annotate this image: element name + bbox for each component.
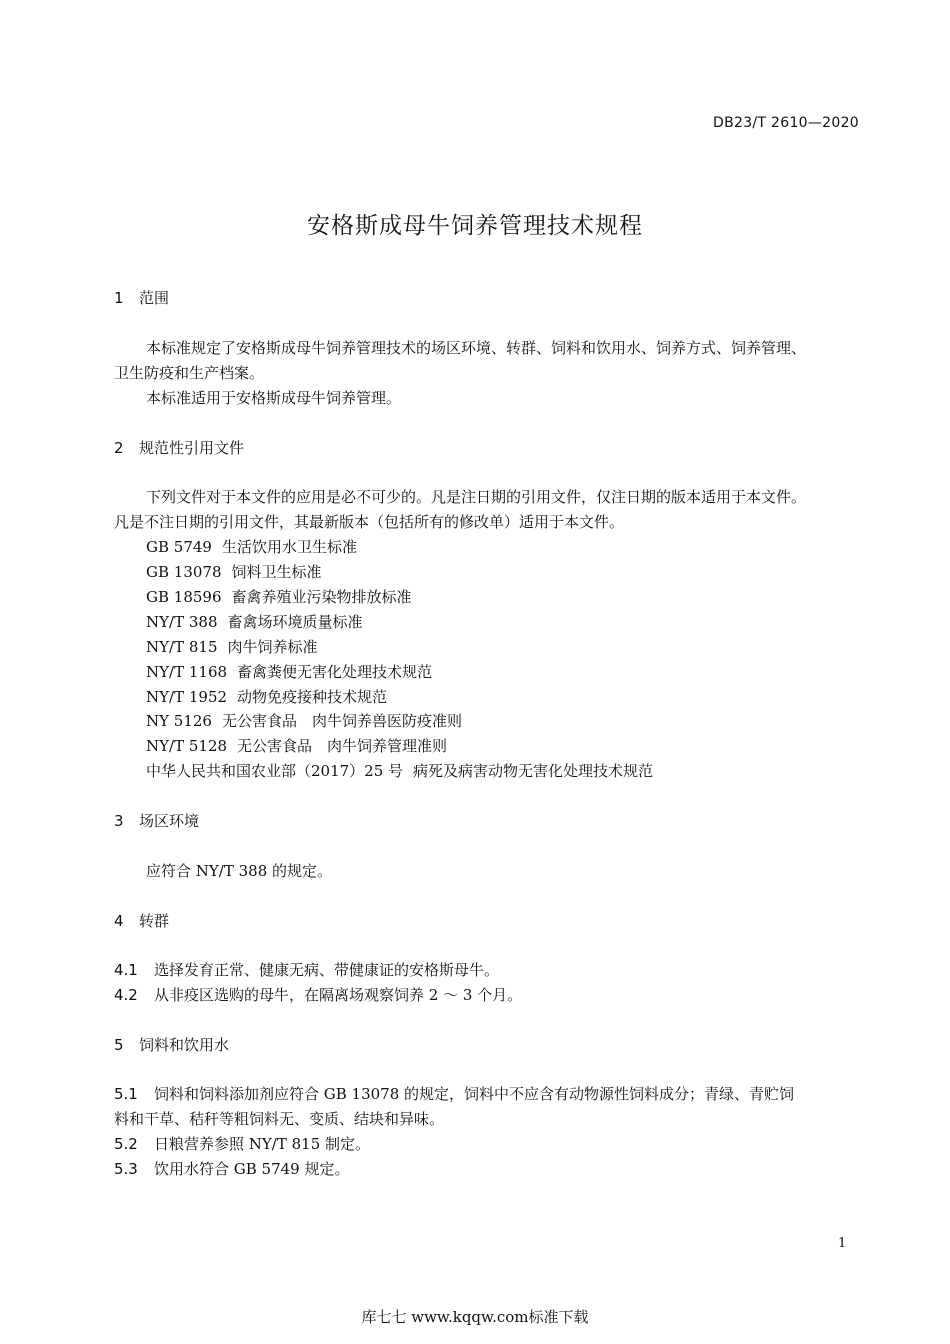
reference-code: NY 5126 bbox=[146, 712, 212, 730]
clause-text: 饮用水符合 GB 5749 规定。 bbox=[154, 1160, 350, 1178]
reference-item bbox=[146, 637, 318, 657]
reference-item bbox=[146, 687, 387, 707]
reference-code: NY/T 5128 bbox=[146, 737, 228, 755]
reference-title: 畜禽养殖业污染物排放标准 bbox=[231, 588, 412, 606]
section-title: 范围 bbox=[139, 289, 170, 307]
clause-5-1 bbox=[114, 1084, 794, 1104]
reference-title: 病死及病害动物无害化处理技术规范 bbox=[413, 762, 654, 780]
clause-5-1-continued: 料和干草、秸秆等粗饲料无、变质、结块和异味。 bbox=[114, 1110, 445, 1128]
section-title: 场区环境 bbox=[139, 812, 200, 830]
reference-title: 肉牛饲养标准 bbox=[227, 638, 318, 656]
section-number: 5 bbox=[114, 1036, 124, 1054]
clause-number: 5.3 bbox=[114, 1160, 138, 1178]
section-2-intro-line2: 凡是不注日期的引用文件，其最新版本（包括所有的修改单）适用于本文件。 bbox=[114, 513, 625, 531]
clause-5-3 bbox=[114, 1159, 349, 1179]
reference-item bbox=[146, 587, 412, 607]
section-1-paragraph-line2: 卫生防疫和生产档案。 bbox=[114, 364, 265, 382]
reference-item bbox=[146, 662, 432, 682]
clause-number: 5.1 bbox=[114, 1085, 138, 1103]
reference-item bbox=[146, 736, 447, 756]
clause-text: 日粮营养参照 NY/T 815 制定。 bbox=[154, 1135, 371, 1153]
section-title: 饲料和饮用水 bbox=[139, 1036, 230, 1054]
reference-title: 饲料卫生标准 bbox=[231, 563, 322, 581]
clause-number: 5.2 bbox=[114, 1135, 138, 1153]
reference-code: NY/T 1168 bbox=[146, 663, 228, 681]
clause-text: 从非疫区选购的母牛，在隔离场观察饲养 2 ～ 3 个月。 bbox=[154, 986, 523, 1004]
clause-4-1 bbox=[114, 960, 499, 980]
section-1-paragraph-2: 本标准适用于安格斯成母牛饲养管理。 bbox=[146, 389, 402, 407]
section-1-paragraph-line1: 本标准规定了安格斯成母牛饲养管理技术的场区环境、转群、饲料和饮用水、饲养方式、饲养管理、 bbox=[146, 339, 807, 357]
clause-5-2 bbox=[114, 1134, 370, 1154]
reference-code: GB 5749 bbox=[146, 538, 212, 556]
reference-code: NY/T 1952 bbox=[146, 688, 228, 706]
clause-number: 4.1 bbox=[114, 961, 138, 979]
reference-title: 无公害食品 肉牛饲养管理准则 bbox=[237, 737, 448, 755]
section-2-intro-line1: 下列文件对于本文件的应用是必不可少的。凡是注日期的引用文件，仅注日期的版本适用于本文件。 bbox=[146, 488, 807, 506]
clause-4-2 bbox=[114, 985, 522, 1005]
section-number: 1 bbox=[114, 289, 124, 307]
reference-item bbox=[146, 711, 462, 731]
section-2-heading bbox=[114, 438, 244, 458]
page-number: 1 bbox=[838, 1236, 847, 1251]
reference-title: 生活饮用水卫生标准 bbox=[221, 538, 357, 556]
reference-code: GB 13078 bbox=[146, 563, 222, 581]
clause-number: 4.2 bbox=[114, 986, 138, 1004]
reference-title: 无公害食品 肉牛饲养兽医防疫准则 bbox=[221, 712, 462, 730]
reference-title: 畜禽场环境质量标准 bbox=[227, 613, 363, 631]
reference-title: 畜禽粪便无害化处理技术规范 bbox=[237, 663, 433, 681]
section-number: 2 bbox=[114, 439, 124, 457]
reference-code: 中华人民共和国农业部（2017）25 号 bbox=[146, 762, 404, 780]
section-number: 4 bbox=[114, 912, 124, 930]
clause-text: 选择发育正常、健康无病、带健康证的安格斯母牛。 bbox=[154, 961, 500, 979]
section-4-heading bbox=[114, 911, 169, 931]
section-5-heading bbox=[114, 1035, 229, 1055]
document-title: 安格斯成母牛饲养管理技术规程 bbox=[307, 213, 643, 239]
clause-text: 饲料和饲料添加剂应符合 GB 13078 的规定，饲料中不应含有动物源性饲料成分；青绿、青贮饲 bbox=[154, 1085, 795, 1103]
section-3-heading bbox=[114, 811, 199, 831]
section-title: 规范性引用文件 bbox=[139, 439, 245, 457]
footer-watermark: 库七七 www.kqqw.com标准下载 bbox=[361, 1308, 589, 1326]
reference-code: NY/T 388 bbox=[146, 613, 218, 631]
section-1-heading bbox=[114, 288, 169, 308]
reference-item bbox=[146, 612, 363, 632]
reference-code: NY/T 815 bbox=[146, 638, 218, 656]
reference-item bbox=[146, 537, 357, 557]
section-number: 3 bbox=[114, 812, 124, 830]
reference-item bbox=[146, 761, 653, 781]
standard-code: DB23/T 2610—2020 bbox=[713, 115, 859, 131]
reference-title: 动物免疫接种技术规范 bbox=[237, 688, 388, 706]
reference-code: GB 18596 bbox=[146, 588, 222, 606]
reference-item bbox=[146, 562, 322, 582]
section-3-paragraph: 应符合 NY/T 388 的规定。 bbox=[146, 862, 333, 880]
section-title: 转群 bbox=[139, 912, 170, 930]
